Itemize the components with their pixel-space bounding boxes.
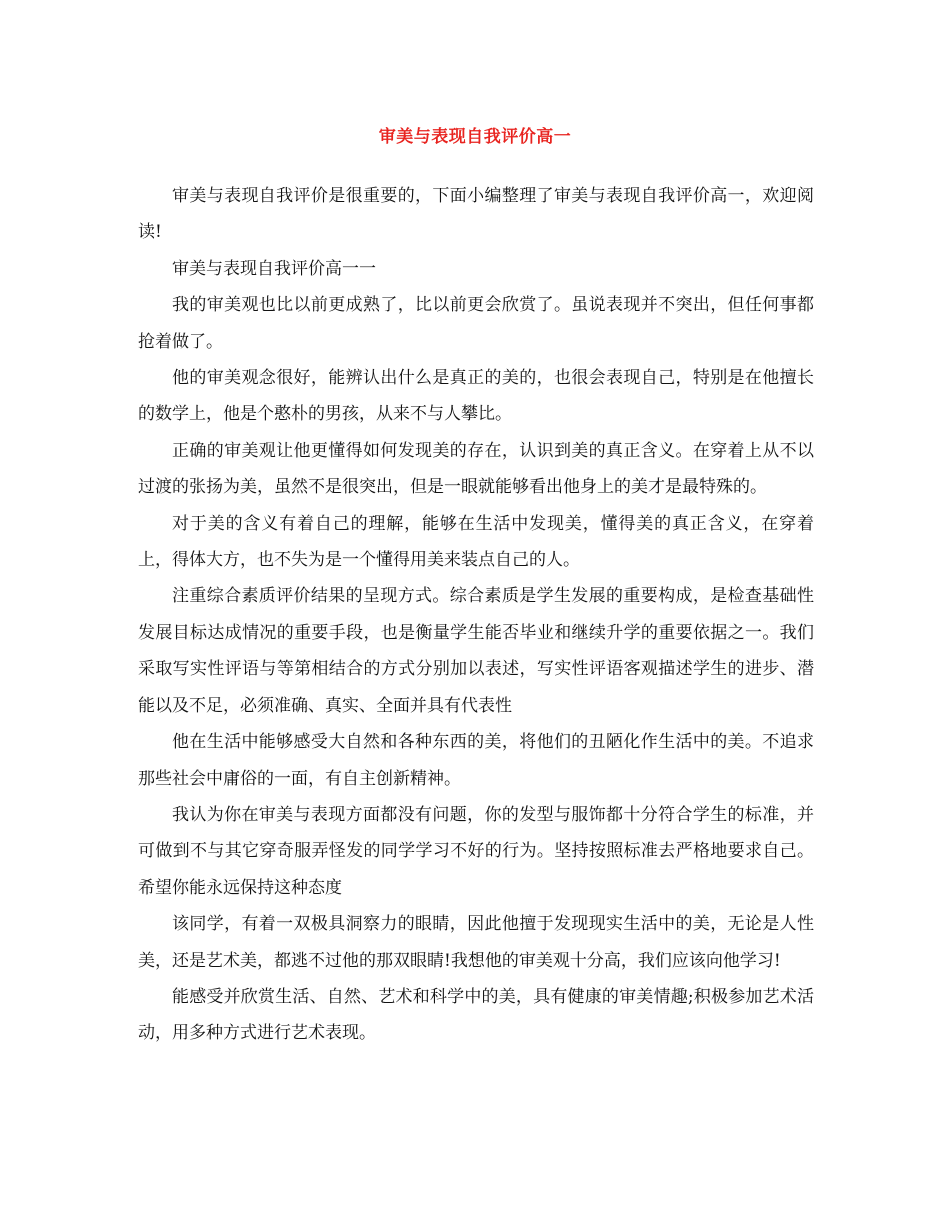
document-body	[138, 178, 814, 1052]
paragraph: 我的审美观也比以前更成熟了，比以前更会欣赏了。虽说表现并不突出，但任何事都抢着做了。	[138, 295, 814, 352]
paragraph: 能感受并欣赏生活、自然、艺术和科学中的美，具有健康的审美情趣;积极参加艺术活动，用多种方式进行艺术表现。	[138, 986, 814, 1044]
paragraph: 审美与表现自我评价是很重要的，下面小编整理了审美与表现自我评价高一，欢迎阅读!	[138, 186, 814, 243]
paragraph: 他的审美观念很好，能辨认出什么是真正的美的，也很会表现自己，特别是在他擅长的数学上，他是个憨朴的男孩，从来不与人攀比。	[138, 368, 814, 425]
paragraph: 我认为你在审美与表现方面都没有问题，你的发型与服饰都十分符合学生的标准，并可做到不与其它穿奇服弄怪发的同学学习不好的行为。坚持按照标准去严格地要求自己。希望你能永远保持这种态度	[138, 804, 814, 898]
paragraph: 该同学，有着一双极具洞察力的眼睛，因此他擅于发现现实生活中的美，无论是人性美，还是艺术美，都逃不过他的那双眼睛!我想他的审美观十分高，我们应该向他学习!	[138, 914, 814, 971]
paragraph: 他在生活中能够感受大自然和各种东西的美，将他们的丑陋化作生活中的美。不追求那些社会中庸俗的一面，有自主创新精神。	[138, 732, 814, 789]
paragraph: 审美与表现自我评价高一一	[172, 258, 376, 279]
paragraph: 对于美的含义有着自己的理解，能够在生活中发现美，懂得美的真正含义，在穿着上，得体大方，也不失为是一个懂得用美来装点自己的人。	[138, 513, 814, 571]
paragraph: 正确的审美观让他更懂得如何发现美的存在，认识到美的真正含义。在穿着上从不以过渡的张扬为美，虽然不是很突出，但是一眼就能够看出他身上的美才是最特殊的。	[138, 440, 814, 498]
document-title: 审美与表现自我评价高一	[378, 127, 572, 147]
paragraph: 注重综合素质评价结果的呈现方式。综合素质是学生发展的重要构成，是检查基础性发展目标达成情况的重要手段，也是衡量学生能否毕业和继续升学的重要依据之一。我们采取写实性评语与等第相结合的方式分别加以表述，写实性评语客观描述学生的进步、潜能以及不足，必须准确、真实、全面并具有代表性	[138, 586, 814, 716]
